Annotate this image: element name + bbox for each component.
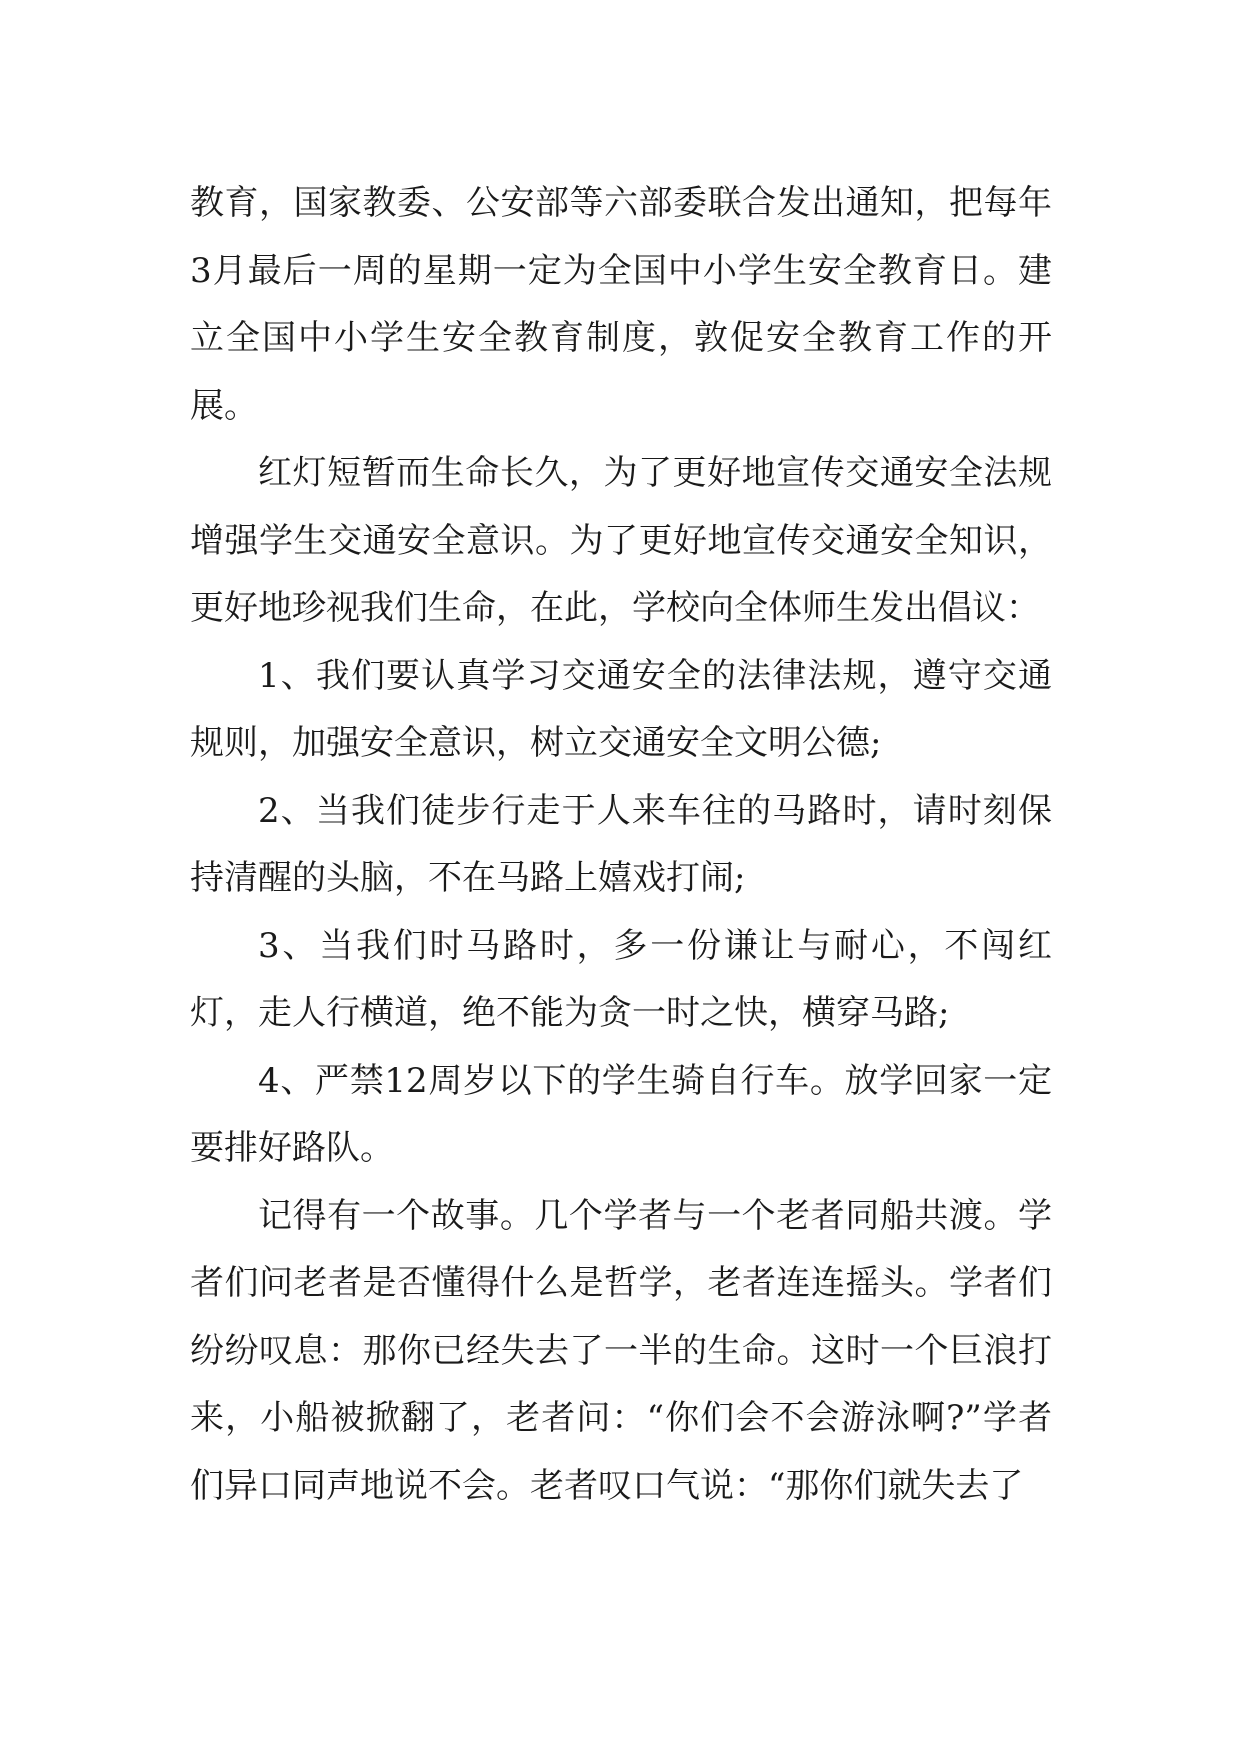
paragraph-safety-education-day: 教育，国家教委、公安部等六部委联合发出通知，把每年3月最后一周的星期一定为全国中小学生安全教育日。建立全国中小学生安全教育制度，敦促安全教育工作的开展。: [190, 183, 1052, 426]
paragraph-item-4: 4、严禁12周岁以下的学生骑自行车。放学回家一定要排好路队。: [190, 1060, 1052, 1168]
paragraph-item-3: 3、当我们时马路时，多一份谦让与耐心，不闯红灯，走人行横道，绝不能为贪一时之快，横穿马路;: [190, 925, 1052, 1033]
paragraph-traffic-initiative: 红灯短暂而生命长久，为了更好地宣传交通安全法规增强学生交通安全意识。为了更好地宣传交通安全知识，更好地珍视我们生命，在此，学校向全体师生发出倡议：: [190, 453, 1052, 628]
paragraph-item-1: 1、我们要认真学习交通安全的法律法规，遵守交通规则，加强安全意识，树立交通安全文明公德;: [190, 655, 1052, 763]
document-body: [190, 170, 1052, 1520]
paragraph-story: 记得有一个故事。几个学者与一个老者同船共渡。学者们问老者是否懂得什么是哲学，老者连连摇头。学者们纷纷叹息：那你已经失去了一半的生命。这时一个巨浪打来，小船被掀翻了，老者问：“你们会不会游泳啊?”学者们异口同声地说不会。老者叹口气说：“那你们就失去了: [190, 1195, 1052, 1506]
paragraph-item-2: 2、当我们徒步行走于人来车往的马路时，请时刻保持清醒的头脑，不在马路上嬉戏打闹;: [190, 790, 1052, 898]
